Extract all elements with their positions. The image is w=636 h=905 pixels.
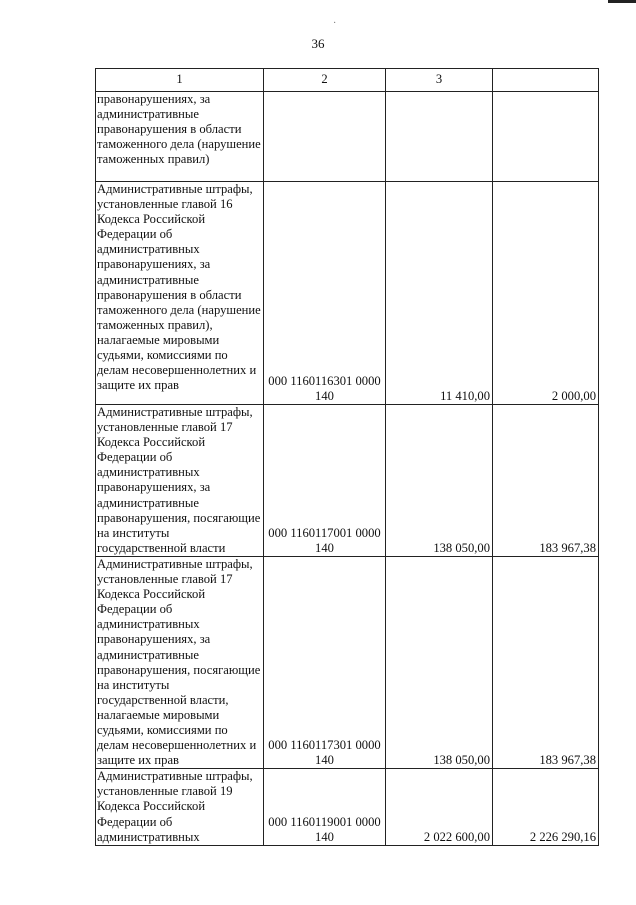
row-value-1: 138 050,00 [386, 405, 493, 557]
row-name: Административные штрафы, установленные главой 19 Кодекса Российской Федерации об административных [96, 769, 264, 845]
table-row [96, 405, 599, 557]
budget-table [95, 68, 599, 846]
header-col-2: 2 [264, 69, 386, 92]
row-value-2: 2 226 290,16 [493, 769, 599, 845]
row-value-2: 183 967,38 [493, 556, 599, 768]
table-row [96, 182, 599, 405]
table-row [96, 769, 599, 845]
row-code: 000 1160117301 0000 140 [264, 556, 386, 768]
table-row [96, 92, 599, 182]
scan-speck: · [333, 18, 337, 29]
row-name: Административные штрафы, установленные главой 17 Кодекса Российской Федерации об административных правонарушениях, за административные правонарушения, посягающие на институты государственной власти, налагаемые мировыми судьями, комиссиями по делам несовершеннолетних и защите их прав [96, 556, 264, 768]
row-value-2: 183 967,38 [493, 405, 599, 557]
header-col-1: 1 [96, 69, 264, 92]
row-code: 000 1160119001 0000 140 [264, 769, 386, 845]
row-code: 000 1160117001 0000 140 [264, 405, 386, 557]
scan-corner-mark [608, 0, 636, 3]
row-code [264, 92, 386, 182]
row-name: правонарушениях, за административные правонарушения в области таможенного дела (нарушение таможенных правил) [96, 92, 264, 182]
table-header-row [96, 69, 599, 92]
table-row [96, 556, 599, 768]
row-value-1: 138 050,00 [386, 556, 493, 768]
header-col-3: 3 [386, 69, 493, 92]
page-number: 36 [311, 36, 325, 51]
row-value-2: 2 000,00 [493, 182, 599, 405]
row-value-2 [493, 92, 599, 182]
row-name: Административные штрафы, установленные главой 16 Кодекса Российской Федерации об административных правонарушениях, за административные правонарушения в области таможенного дела (нарушение таможенных правил), налагаемые мировыми судьями, комиссиями по делам несовершеннолетних и защите их прав [96, 182, 264, 405]
row-name: Административные штрафы, установленные главой 17 Кодекса Российской Федерации об административных правонарушениях, за административные правонарушения, посягающие на институты государственной власти [96, 405, 264, 557]
header-col-4 [493, 69, 599, 92]
row-value-1: 2 022 600,00 [386, 769, 493, 845]
row-code: 000 1160116301 0000 140 [264, 182, 386, 405]
row-value-1: 11 410,00 [386, 182, 493, 405]
row-value-1 [386, 92, 493, 182]
